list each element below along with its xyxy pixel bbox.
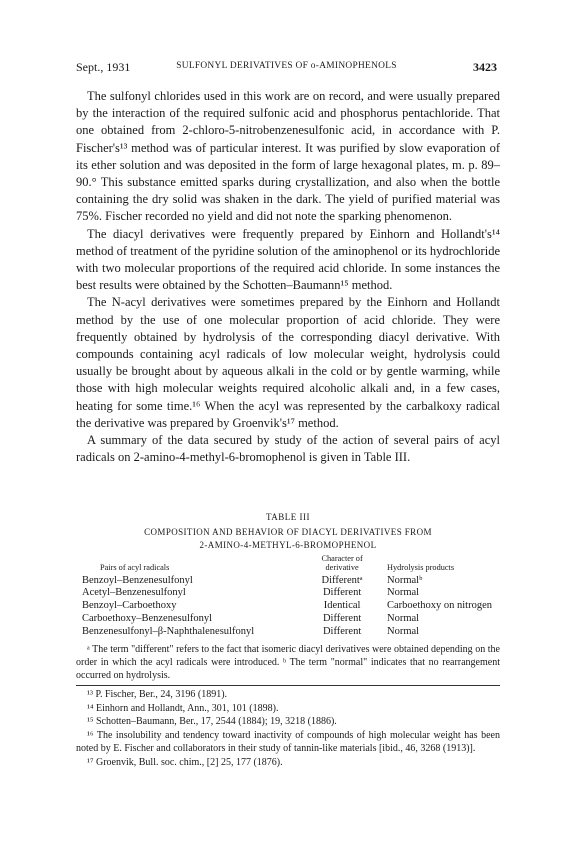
table-cell: Benzenesulfonyl–β-Naphthalenesulfonyl — [82, 625, 255, 637]
table-cell: Identical — [323, 600, 361, 612]
table-label: TABLE III — [265, 512, 310, 522]
reference-17: ¹⁷ Groenvik, Bull. soc. chim., [2] 25, 177 (1876). — [87, 756, 283, 768]
table-cell: Normal — [387, 587, 420, 599]
column-header-character: Character of derivative — [321, 554, 363, 572]
header-page-number: 3423 — [473, 60, 497, 74]
paragraph-n-acyl-derivatives: The N-acyl derivatives were sometimes prepared by the Einhorn and Hollandt method by the use of one molecular proportion of acid chloride. They were frequently obtained by hydrolysis of the corresponding diacyl derivative. With compounds containing acyl radicals of low molecular weight, hydrolysis could usually be brought about by aqueous alkali in the cold or by gentle warming, while those with high molecular weights required alcoholic alkali and, in a few cases, heating for some time.¹⁶ When the acyl was represented by the carbalkoxy radical the derivative was prepared by Groenvik's¹⁷ method. — [76, 295, 500, 430]
table-footnote-text: ᵃ The term "different" refers to the fact that isomeric diacyl derivatives were obtained depending on the order in which the acyl radicals were introduced. ᵇ The term "normal" indicates that no rearrangement occurred on hydrolysis. — [76, 644, 500, 681]
table-caption-line1: COMPOSITION AND BEHAVIOR OF DIACYL DERIVATIVES FROM — [144, 527, 432, 537]
table-cell: Benzoyl–Benzenesulfonyl — [82, 574, 193, 586]
paragraph-sulfonyl-chlorides: The sulfonyl chlorides used in this work are on record, and were usually prepared by the interaction of the required sulfonic acid and phosphorus pentachloride. That one obtained from 2-chloro-5-nitrobenzenesulfonic acid, in accordance with P. Fischer's¹³ method was of particular interest. It was purified by slow evaporation of its ether solution and was deposited in the form of large hexagonal plates, m. p. 89–90.° This substance emitted sparks during crystallization, and also when the bottle containing the dry solid was shaken in the dark. The yield of purified material was 75%. Fischer recorded no yield and did not note the sparking phenomenon. — [76, 89, 500, 224]
paragraph-diacyl-derivatives: The diacyl derivatives were frequently prepared by Einhorn and Hollandt's¹⁴ method of treatment of the pyridine solution of the aminophenol or its hydrochloride with two molecular proportions of the required acid chloride. In some instances the best results were obtained by the Schotten–Baumann¹⁵ method. — [76, 226, 500, 293]
column-header-pairs: Pairs of acyl radicals — [100, 562, 170, 572]
reference-16: ¹⁶ The insolubility and tendency toward inactivity of compounds of high molecular weight has been noted by E. Fischer and collaborators in their study of tannin-like materials [ibid., 46, 3268 (1913)]. — [76, 729, 500, 754]
table-footnote — [76, 643, 500, 682]
reference-list — [76, 688, 500, 769]
reference-13: ¹³ P. Fischer, Ber., 24, 3196 (1891). — [87, 689, 228, 700]
header-running-title: SULFONYL DERIVATIVES OF o-AMINOPHENOLS — [176, 61, 397, 71]
table-row — [82, 575, 492, 588]
table-cell: Different — [322, 612, 362, 624]
table-row — [82, 626, 492, 639]
table-cell: Benzoyl–Carboethoxy — [82, 600, 177, 612]
table-row — [82, 613, 492, 626]
table-cell: Different — [322, 625, 362, 637]
table-row — [82, 600, 492, 613]
table-cell: Differentᵃ — [321, 574, 363, 586]
table-cell: Normalᵇ — [387, 574, 423, 586]
table-cell: Acetyl–Benzenesulfonyl — [82, 587, 186, 599]
paragraph-summary: A summary of the data secured by study of the action of several pairs of acyl radicals on 2-amino-4-methyl-6-bromophenol is given in Table III. — [76, 433, 500, 465]
column-header-hydrolysis: Hydrolysis products — [387, 562, 455, 572]
table-cell: Normal — [387, 612, 420, 624]
table-cell: Normal — [387, 625, 420, 637]
running-header — [76, 60, 497, 76]
table-header-row — [82, 555, 492, 575]
table-cell: Carboethoxy on nitrogen — [387, 600, 492, 612]
table-cell: Different — [322, 587, 362, 599]
table-cell: Carboethoxy–Benzenesulfonyl — [82, 612, 213, 624]
article-body — [76, 88, 500, 466]
data-table — [82, 555, 492, 639]
header-date: Sept., 1931 — [76, 60, 131, 74]
reference-14: ¹⁴ Einhorn and Hollandt, Ann., 301, 101 (1898). — [87, 702, 279, 714]
footnote-rule — [76, 685, 500, 686]
table-row — [82, 587, 492, 600]
table-caption-line2: 2-AMINO-4-METHYL-6-BROMOPHENOL — [199, 540, 377, 550]
reference-15: ¹⁵ Schotten–Baumann, Ber., 17, 2544 (1884); 19, 3218 (1886). — [87, 716, 337, 727]
